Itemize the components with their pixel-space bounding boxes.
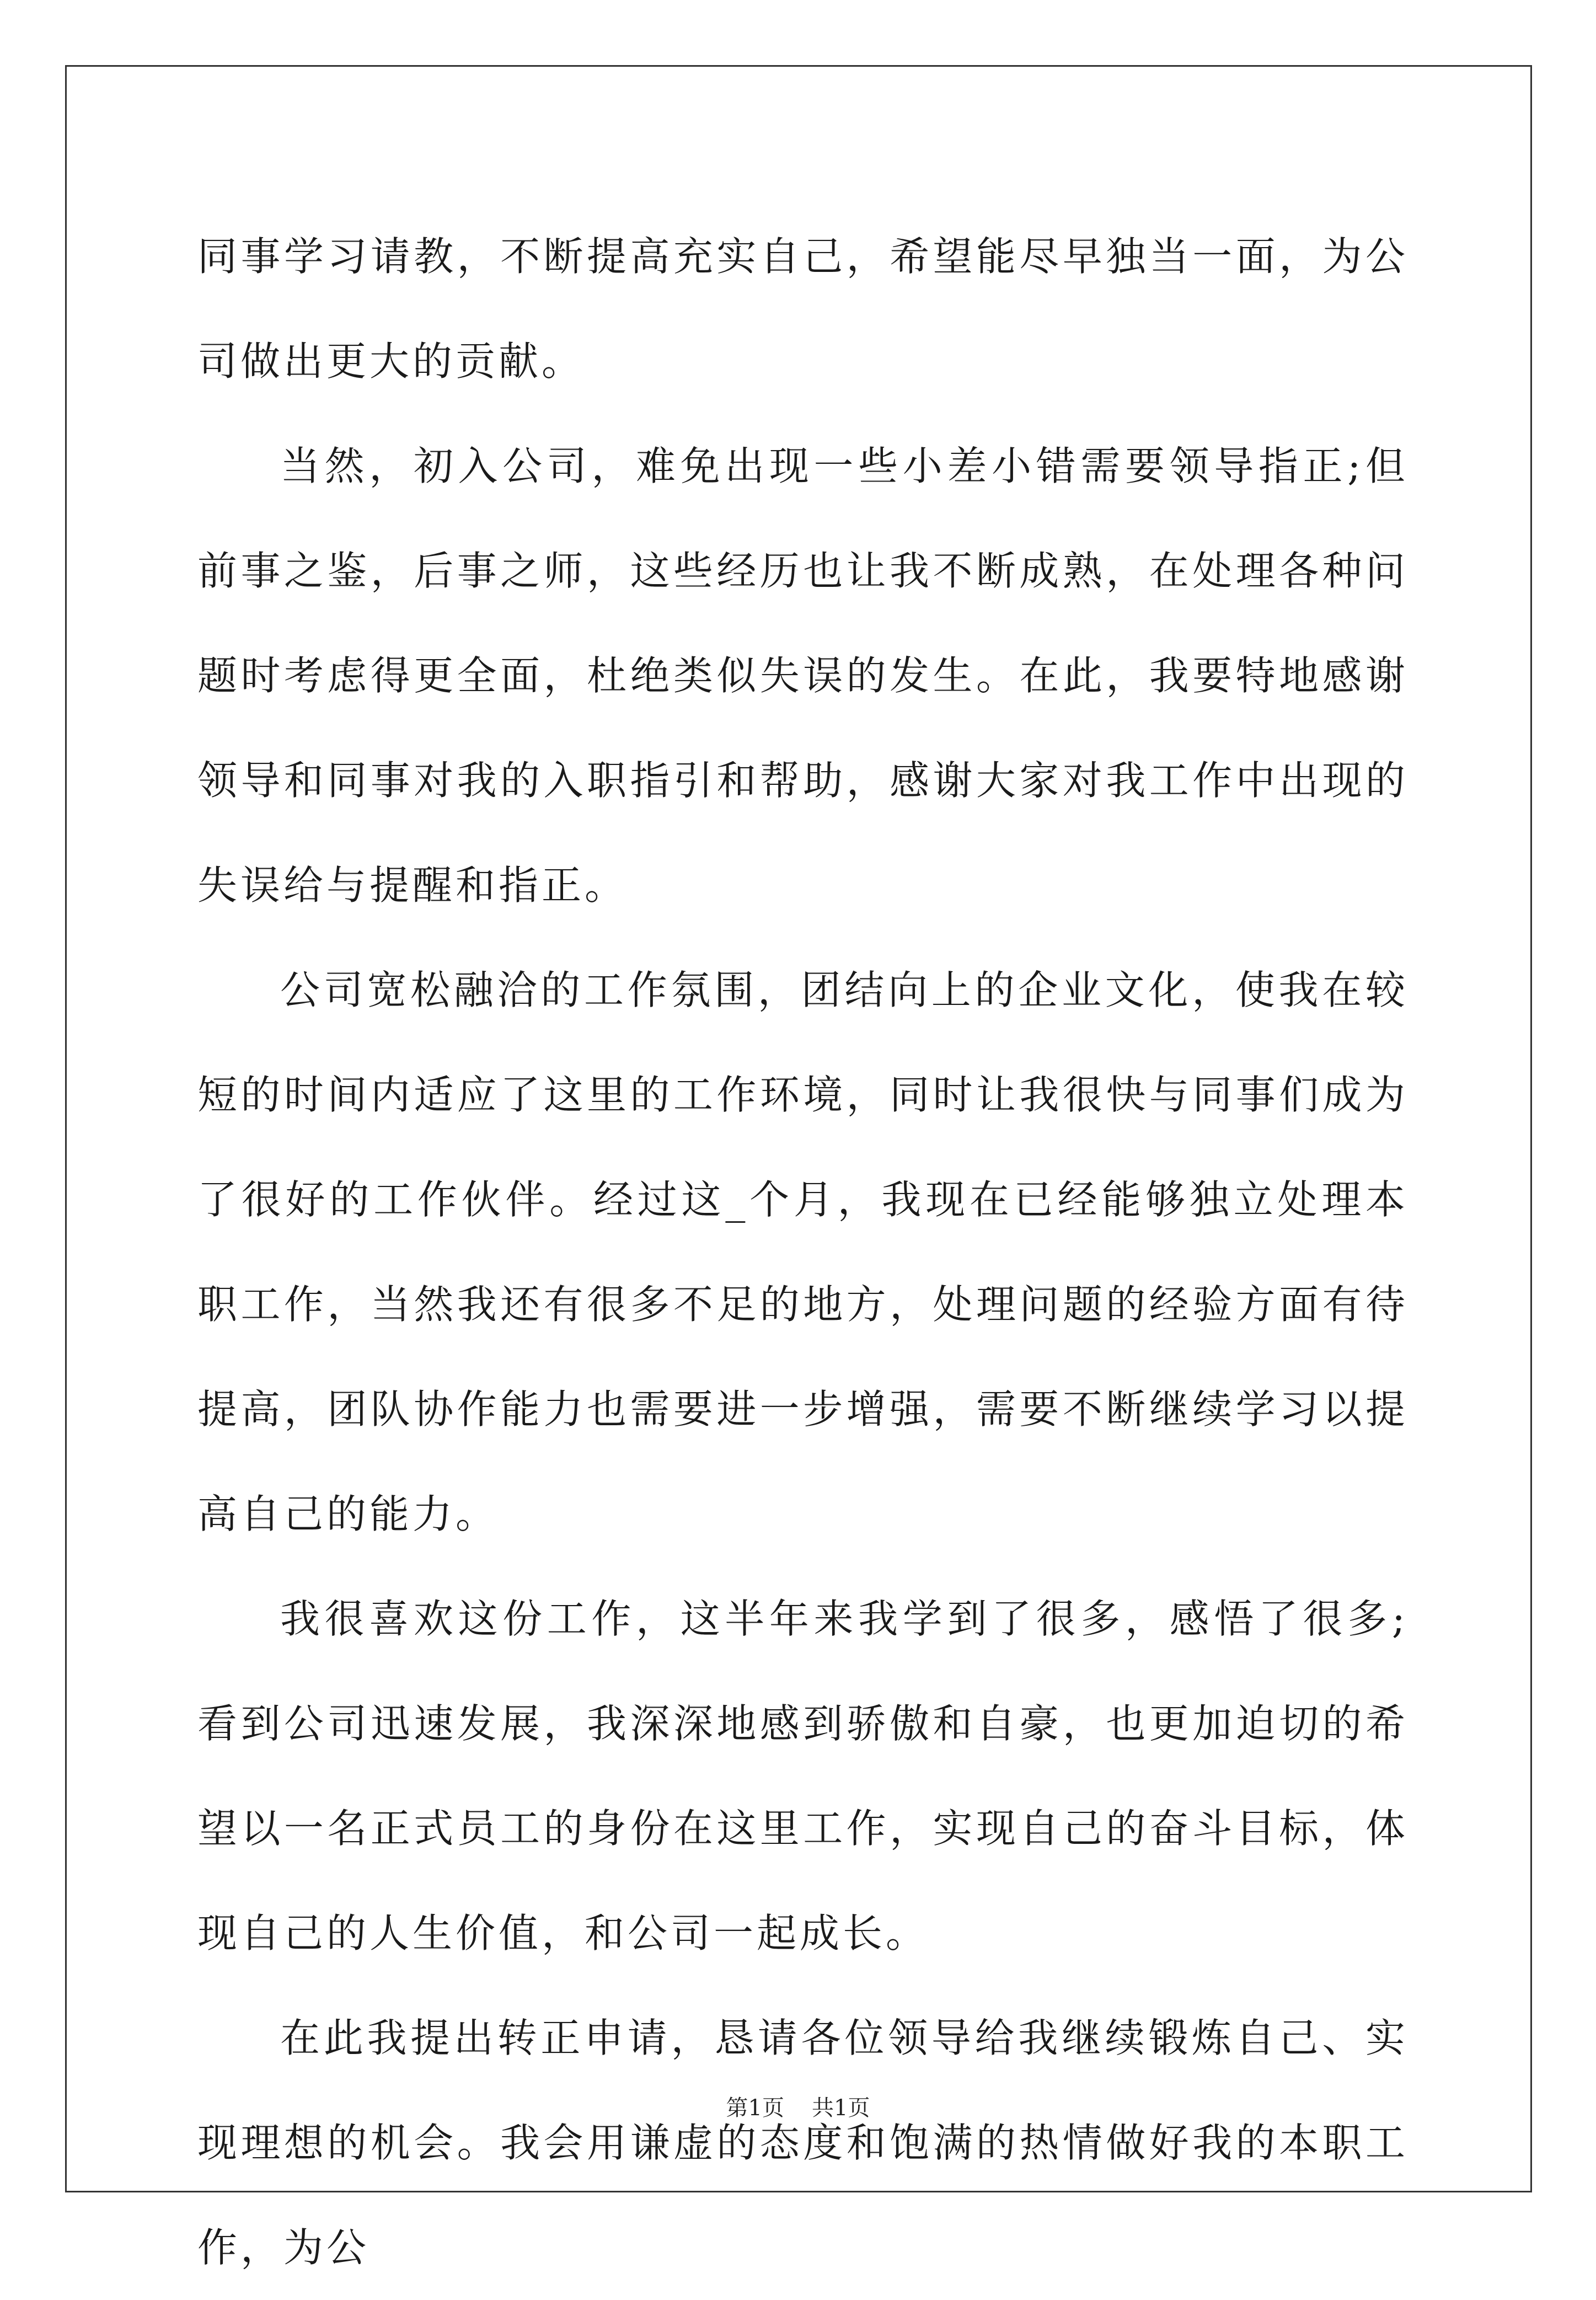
paragraph-2: 当然，初入公司，难免出现一些小差小错需要领导指正;但前事之鉴，后事之师，这些经历也让我不断成熟，在处理各种问题时考虑得更全面，杜绝类似失误的发生。在此，我要特地感谢领导和同事对我的入职指引和帮助，感谢大家对我工作中出现的失误给与提醒和指正。	[197, 443, 1408, 908]
paragraph-1: 同事学习请教，不断提高充实自己，希望能尽早独当一面，为公司做出更大的贡献。	[197, 233, 1408, 384]
document-body	[197, 204, 1408, 2300]
paragraph-5: 在此我提出转正申请，恳请各位领导给我继续锻炼自己、实现理想的机会。我会用谦虚的态度和饱满的热情做好我的本职工作，为公	[197, 2015, 1408, 2271]
paragraph-4: 我很喜欢这份工作，这半年来我学到了很多，感悟了很多;看到公司迅速发展，我深深地感到骄傲和自豪，也更加迫切的希望以一名正式员工的身份在这里工作，实现自己的奋斗目标，体现自己的人生价值，和公司一起成长。	[197, 1596, 1408, 1956]
page-number-current: 第1页	[726, 2095, 784, 2121]
page-footer	[0, 2094, 1596, 2122]
paragraph-3: 公司宽松融洽的工作氛围，团结向上的企业文化，使我在较短的时间内适应了这里的工作环境，同时让我很快与同事们成为了很好的工作伙伴。经过这_个月，我现在已经能够独立处理本职工作，当然我还有很多不足的地方，处理问题的经验方面有待提高，团队协作能力也需要进一步增强，需要不断继续学习以提高自己的能力。	[197, 967, 1408, 1537]
page-number-total: 共1页	[812, 2095, 870, 2121]
